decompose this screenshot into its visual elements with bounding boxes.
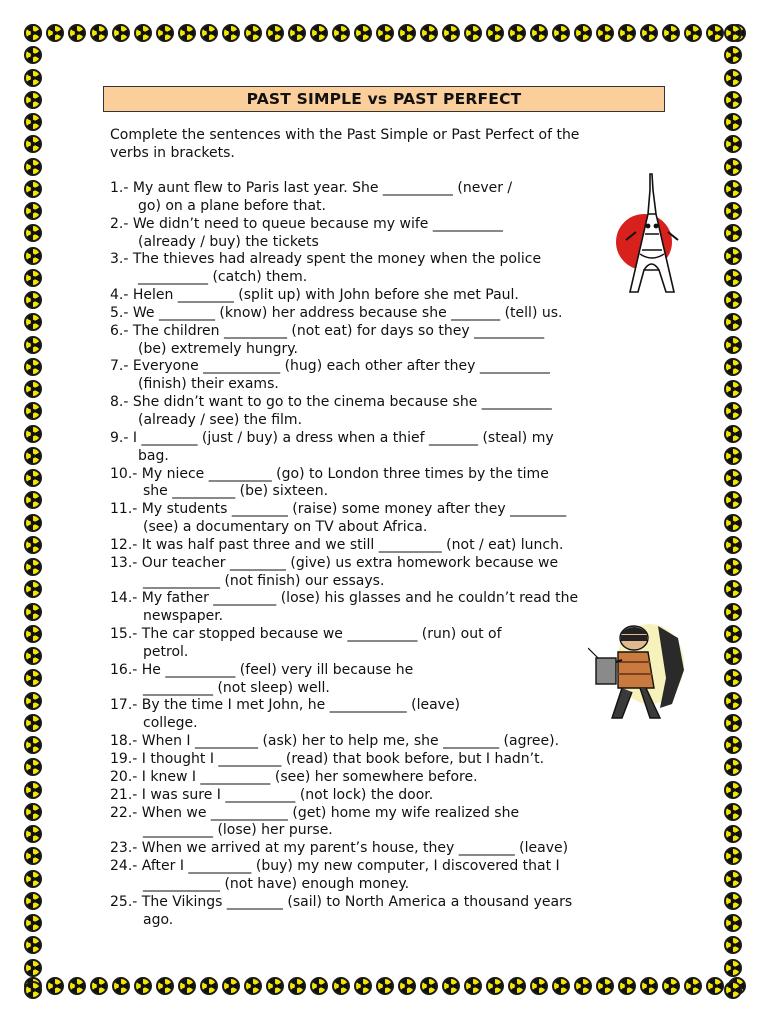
border-bottom xyxy=(24,977,746,999)
hazard-icon xyxy=(156,977,174,995)
hazard-icon xyxy=(684,977,702,995)
hazard-icon xyxy=(354,24,372,42)
hazard-icon xyxy=(724,380,742,398)
hazard-icon xyxy=(332,977,350,995)
hazard-icon xyxy=(24,669,42,687)
hazard-icon xyxy=(724,825,742,843)
hazard-icon xyxy=(24,336,42,354)
hazard-icon xyxy=(24,981,42,999)
instructions xyxy=(110,126,650,162)
exercise-line: 6.- The children _________ (not eat) for days so they __________ xyxy=(110,322,545,339)
hazard-icon xyxy=(724,224,742,242)
hazard-icon xyxy=(618,24,636,42)
hazard-icon xyxy=(420,977,438,995)
hazard-icon xyxy=(724,135,742,153)
hazard-icon xyxy=(724,336,742,354)
hazard-icon xyxy=(24,380,42,398)
hazard-icon xyxy=(178,24,196,42)
exercise-line: 12.- It was half past three and we still _________ (not / eat) lunch. xyxy=(110,536,564,553)
hazard-icon xyxy=(24,803,42,821)
exercise-item xyxy=(110,216,670,252)
hazard-icon xyxy=(24,491,42,509)
exercise-item xyxy=(110,590,670,626)
hazard-icon xyxy=(112,24,130,42)
exercise-item xyxy=(110,626,670,662)
hazard-icon xyxy=(724,914,742,932)
hazard-icon xyxy=(24,558,42,576)
hazard-icon xyxy=(222,24,240,42)
exercise-line: 19.- I thought I _________ (read) that book before, but I hadn’t. xyxy=(110,751,545,767)
exercise-item xyxy=(110,305,670,323)
hazard-icon xyxy=(662,24,680,42)
hazard-icon xyxy=(244,977,262,995)
hazard-icon xyxy=(24,580,42,598)
exercise-item xyxy=(110,733,670,751)
exercise-line: 1.- My aunt flew to Paris last year. She __________ (never / xyxy=(110,180,513,196)
hazard-icon xyxy=(222,977,240,995)
hazard-icon xyxy=(724,514,742,532)
exercise-item xyxy=(110,537,670,555)
hazard-icon xyxy=(24,825,42,843)
hazard-icon xyxy=(90,24,108,42)
exercise-item xyxy=(110,358,670,394)
hazard-icon xyxy=(134,977,152,995)
hazard-icon xyxy=(724,402,742,420)
hazard-icon xyxy=(724,781,742,799)
hazard-icon xyxy=(24,892,42,910)
hazard-icon xyxy=(200,24,218,42)
hazard-icon xyxy=(724,936,742,954)
hazard-icon xyxy=(46,977,64,995)
exercise-item xyxy=(110,466,670,502)
exercise-line-continued: she _________ (be) sixteen. xyxy=(143,483,329,500)
hazard-icon xyxy=(24,914,42,932)
hazard-icon xyxy=(24,647,42,665)
hazard-icon xyxy=(46,24,64,42)
instructions-line: verbs in brackets. xyxy=(110,145,235,161)
exercise-item xyxy=(110,251,670,287)
hazard-icon xyxy=(530,24,548,42)
exercise-item xyxy=(110,840,670,858)
hazard-icon xyxy=(288,24,306,42)
hazard-icon xyxy=(724,669,742,687)
hazard-icon xyxy=(724,202,742,220)
exercise-line: 3.- The thieves had already spent the money when the police xyxy=(110,251,542,268)
hazard-icon xyxy=(200,977,218,995)
hazard-icon xyxy=(724,247,742,265)
hazard-icon xyxy=(156,24,174,42)
hazard-icon xyxy=(310,24,328,42)
hazard-icon xyxy=(724,269,742,287)
hazard-icon xyxy=(266,24,284,42)
exercise-line: 16.- He __________ (feel) very ill because he xyxy=(110,661,414,678)
hazard-icon xyxy=(24,180,42,198)
hazard-icon xyxy=(24,781,42,799)
hazard-icon xyxy=(288,977,306,995)
hazard-icon xyxy=(724,69,742,87)
hazard-icon xyxy=(464,24,482,42)
hazard-icon xyxy=(24,224,42,242)
hazard-icon xyxy=(724,736,742,754)
exercise-line-continued: (finish) their exams. xyxy=(138,376,279,393)
exercise-item xyxy=(110,805,670,841)
hazard-icon xyxy=(442,24,460,42)
exercise-item xyxy=(110,787,670,805)
hazard-icon xyxy=(354,977,372,995)
exercise-line: 17.- By the time I met John, he ___________ (leave) xyxy=(110,697,461,714)
exercise-line: 7.- Everyone ___________ (hug) each other after they __________ xyxy=(110,358,550,375)
exercise-line: 20.- I knew I __________ (see) her somewhere before. xyxy=(110,768,478,785)
hazard-icon xyxy=(24,46,42,64)
hazard-icon xyxy=(684,24,702,42)
hazard-icon xyxy=(508,24,526,42)
worksheet-title xyxy=(103,86,665,112)
exercise-item xyxy=(110,769,670,787)
hazard-icon xyxy=(310,977,328,995)
hazard-icon xyxy=(724,46,742,64)
hazard-icon xyxy=(724,603,742,621)
hazard-icon xyxy=(724,536,742,554)
exercise-item xyxy=(110,287,670,305)
hazard-icon xyxy=(68,977,86,995)
hazard-icon xyxy=(724,180,742,198)
hazard-icon xyxy=(24,24,42,42)
exercise-line: 23.- When we arrived at my parent’s house, they ________ (leave) xyxy=(110,840,569,857)
exercise-item xyxy=(110,662,670,698)
hazard-icon xyxy=(724,158,742,176)
hazard-icon xyxy=(706,24,724,42)
exercise-item xyxy=(110,501,670,537)
hazard-icon xyxy=(24,936,42,954)
hazard-icon xyxy=(24,91,42,109)
hazard-icon xyxy=(552,24,570,42)
exercise-line: 5.- We ________ (know) her address because she _______ (tell) us. xyxy=(110,304,563,321)
hazard-icon xyxy=(574,977,592,995)
hazard-icon xyxy=(376,24,394,42)
hazard-icon xyxy=(618,977,636,995)
hazard-icon xyxy=(724,358,742,376)
exercise-item xyxy=(110,555,670,591)
exercise-line: 13.- Our teacher ________ (give) us extra homework because we xyxy=(110,554,559,571)
hazard-icon xyxy=(724,291,742,309)
hazard-icon xyxy=(706,977,724,995)
exercise-line-continued: ___________ (not have) enough money. xyxy=(143,875,410,892)
exercise-line-continued: __________ (lose) her purse. xyxy=(143,822,333,839)
border-left xyxy=(24,24,46,999)
hazard-icon xyxy=(24,625,42,643)
hazard-icon xyxy=(640,24,658,42)
hazard-icon xyxy=(90,977,108,995)
hazard-icon xyxy=(24,135,42,153)
exercise-line: 2.- We didn’t need to queue because my wife __________ xyxy=(110,215,503,232)
hazard-icon xyxy=(724,714,742,732)
hazard-icon xyxy=(24,425,42,443)
exercise-line: 4.- Helen ________ (split up) with John before she met Paul. xyxy=(110,287,519,304)
hazard-icon xyxy=(724,625,742,643)
hazard-icon xyxy=(596,977,614,995)
exercise-line: 25.- The Vikings ________ (sail) to North America a thousand years xyxy=(110,893,573,910)
exercise-item xyxy=(110,751,670,769)
exercise-line-continued: petrol. xyxy=(143,643,189,660)
hazard-icon xyxy=(24,692,42,710)
exercise-item xyxy=(110,430,670,466)
hazard-icon xyxy=(24,870,42,888)
hazard-icon xyxy=(724,558,742,576)
hazard-icon xyxy=(398,24,416,42)
hazard-icon xyxy=(24,269,42,287)
hazard-icon xyxy=(724,447,742,465)
hazard-icon xyxy=(724,892,742,910)
exercise-line-continued: __________ (not sleep) well. xyxy=(143,679,330,696)
hazard-icon xyxy=(724,647,742,665)
exercise-line: 8.- She didn’t want to go to the cinema because she __________ xyxy=(110,394,552,411)
hazard-icon xyxy=(662,977,680,995)
hazard-icon xyxy=(596,24,614,42)
exercise-line: 21.- I was sure I __________ (not lock) the door. xyxy=(110,786,434,803)
exercise-line: 11.- My students ________ (raise) some money after they ________ xyxy=(110,501,567,518)
hazard-icon xyxy=(266,977,284,995)
hazard-icon xyxy=(724,870,742,888)
exercise-line-continued: go) on a plane before that. xyxy=(138,197,326,214)
exercise-item xyxy=(110,180,670,216)
exercise-line-continued: __________ (catch) them. xyxy=(138,269,308,286)
exercise-item xyxy=(110,394,670,430)
hazard-icon xyxy=(398,977,416,995)
hazard-icon xyxy=(724,580,742,598)
hazard-icon xyxy=(530,977,548,995)
hazard-icon xyxy=(724,959,742,977)
exercise-item xyxy=(110,894,670,930)
instructions-line: Complete the sentences with the Past Simple or Past Perfect of the xyxy=(110,127,580,143)
hazard-icon xyxy=(442,977,460,995)
exercise-line-continued: (see) a documentary on TV about Africa. xyxy=(143,519,428,536)
hazard-icon xyxy=(724,692,742,710)
exercise-line-continued: bag. xyxy=(138,447,169,464)
hazard-icon xyxy=(24,469,42,487)
hazard-icon xyxy=(24,603,42,621)
border-top xyxy=(24,24,746,46)
hazard-icon xyxy=(724,24,742,42)
title-text: PAST SIMPLE vs PAST PERFECT xyxy=(246,90,522,108)
exercise-line: 10.- My niece _________ (go) to London three times by the time xyxy=(110,465,549,482)
exercise-line-continued: college. xyxy=(143,715,198,732)
hazard-icon xyxy=(24,736,42,754)
exercise-line-continued: ___________ (not finish) our essays. xyxy=(143,572,385,589)
hazard-icon xyxy=(486,24,504,42)
exercise-item xyxy=(110,323,670,359)
eiffel-tower-picture xyxy=(612,170,692,296)
hazard-icon xyxy=(420,24,438,42)
hazard-icon xyxy=(724,113,742,131)
hazard-icon xyxy=(724,847,742,865)
exercise-line: 24.- After I _________ (buy) my new computer, I discovered that I xyxy=(110,858,560,875)
hazard-icon xyxy=(332,24,350,42)
exercise-line-continued: (already / buy) the tickets xyxy=(138,233,319,250)
hazard-icon xyxy=(24,291,42,309)
hazard-icon xyxy=(24,536,42,554)
exercise-line: 14.- My father _________ (lose) his glasses and he couldn’t read the xyxy=(110,590,579,607)
exercise-item xyxy=(110,697,670,733)
hazard-icon xyxy=(508,977,526,995)
hazard-icon xyxy=(24,447,42,465)
hazard-icon xyxy=(464,977,482,995)
hazard-icon xyxy=(552,977,570,995)
hazard-icon xyxy=(724,313,742,331)
hazard-icon xyxy=(24,202,42,220)
exercise-list xyxy=(110,180,670,929)
exercise-line-continued: (be) extremely hungry. xyxy=(138,340,298,357)
hazard-icon xyxy=(244,24,262,42)
hazard-icon xyxy=(24,959,42,977)
hazard-icon xyxy=(24,758,42,776)
hazard-icon xyxy=(68,24,86,42)
hazard-icon xyxy=(178,977,196,995)
border-right xyxy=(724,24,746,999)
hazard-icon xyxy=(24,113,42,131)
exercise-line-continued: (already / see) the film. xyxy=(138,411,303,428)
hazard-icon xyxy=(724,91,742,109)
exercise-line: 15.- The car stopped because we __________ (run) out of xyxy=(110,626,502,643)
exercise-line: 18.- When I _________ (ask) her to help me, she ________ (agree). xyxy=(110,733,560,750)
exercise-line-continued: ago. xyxy=(143,911,174,928)
hazard-icon xyxy=(112,977,130,995)
hazard-icon xyxy=(724,469,742,487)
hazard-icon xyxy=(724,491,742,509)
hazard-icon xyxy=(24,402,42,420)
thief-picture xyxy=(588,618,690,722)
hazard-icon xyxy=(724,803,742,821)
hazard-icon xyxy=(640,977,658,995)
hazard-icon xyxy=(376,977,394,995)
exercise-item xyxy=(110,858,670,894)
hazard-icon xyxy=(24,247,42,265)
hazard-icon xyxy=(24,158,42,176)
hazard-icon xyxy=(134,24,152,42)
hazard-icon xyxy=(724,758,742,776)
hazard-icon xyxy=(724,981,742,999)
hazard-icon xyxy=(574,24,592,42)
hazard-icon xyxy=(24,847,42,865)
hazard-icon xyxy=(724,425,742,443)
hazard-icon xyxy=(24,313,42,331)
hazard-icon xyxy=(24,358,42,376)
exercise-line: 9.- I ________ (just / buy) a dress when a thief _______ (steal) my xyxy=(110,429,554,446)
hazard-icon xyxy=(24,69,42,87)
hazard-icon xyxy=(24,514,42,532)
exercise-line: 22.- When we ___________ (get) home my wife realized she xyxy=(110,804,520,821)
hazard-icon xyxy=(486,977,504,995)
exercise-line-continued: newspaper. xyxy=(143,608,224,625)
hazard-icon xyxy=(24,714,42,732)
